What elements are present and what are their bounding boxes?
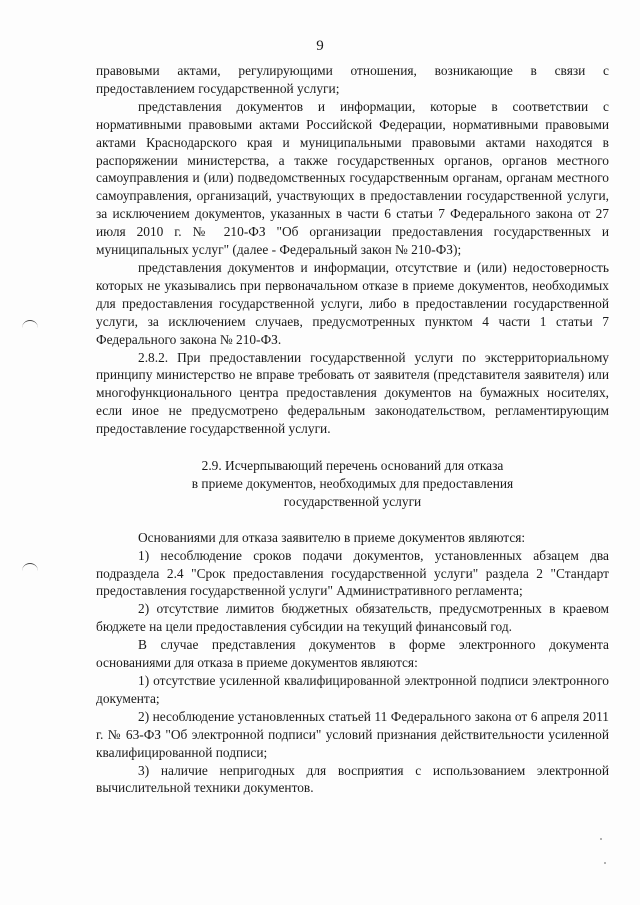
heading-line: государственной услуги — [283, 493, 422, 509]
paragraph: Основаниями для отказа заявителю в приеме документов являются: — [138, 529, 526, 545]
scan-speck — [600, 838, 602, 840]
heading-line: 2.9. Исчерпывающий перечень оснований для отказа — [201, 458, 504, 474]
list-item: 1) несоблюдение сроков подачи документов, установленных абзацем два подраздела 2.4 "Срок предоставления государственной услуги" раздела 2 "Стандарт предоставления государственной услуги" Административного регламента; — [96, 547, 609, 599]
list-item: 3) наличие непригодных для восприятия с использованием электронной вычислительной техники документов. — [96, 762, 609, 796]
section-heading — [96, 457, 609, 511]
margin-mark — [22, 563, 38, 574]
paragraph: правовыми актами, регулирующими отношения, возникающие в связи с предоставлением государственной услуги; — [96, 63, 609, 96]
heading-line: в приеме документов, необходимых для предоставления — [191, 475, 514, 491]
paragraph: 2.8.2. При предоставлении государственной услуги по экстерриториальному принципу министерство не вправе требовать от заявителя (представителя заявителя) или многофункционального центра предоставления документов на бумажных носителях, если иное не предусмотрено федеральным законодательством, регламентирующим предоставление государственной услуги. — [96, 349, 609, 437]
list-item: 2) отсутствие лимитов бюджетных обязательств, предусмотренных в краевом бюджете на цели предоставления субсидии на текущий финансовый год. — [96, 601, 609, 635]
paragraph: представления документов и информации, которые в соответствии с нормативными правовыми актами Российской Федерации, нормативными правовыми актами Краснодарского края и муниципальными правовыми актами находятся в распоряжении министерства, а также государственных органов, органов местного самоуправления и (или) подведомственных государственным органам, органам местного самоуправления, организаций, участвующих в предоставлении государственной услуги, за исключением документов, указанных в части 6 статьи 7 Федерального закона от 27 июля 2010 г. № 210-ФЗ "Об организации предоставления государственных и муниципальных услуг" (далее - Федеральный закон № 210-ФЗ); — [96, 98, 609, 258]
scan-speck — [604, 862, 606, 864]
paragraph: представления документов и информации, отсутствие и (или) недостоверность которых не указывались при первоначальном отказе в приеме документов, необходимых для предоставления государственной услуги, либо в предоставлении государственной услуги, за исключением случаев, предусмотренных пунктом 4 части 1 статьи 7 Федерального закона № 210-ФЗ. — [96, 259, 609, 347]
page-number: 9 — [316, 38, 324, 54]
margin-mark — [22, 320, 38, 331]
list-item: 1) отсутствие усиленной квалифицированной электронной подписи электронного документа; — [96, 673, 609, 706]
document-body — [96, 62, 609, 797]
list-item: 2) несоблюдение установленных статьей 11 Федерального закона от 6 апреля 2011 г. № 63-ФЗ "Об электронной подписи" условий признания действительности усиленной квалифицированной подписи; — [96, 708, 609, 760]
paragraph: В случае представления документов в форме электронного документа основаниями для отказа в приеме документов являются: — [96, 637, 609, 671]
